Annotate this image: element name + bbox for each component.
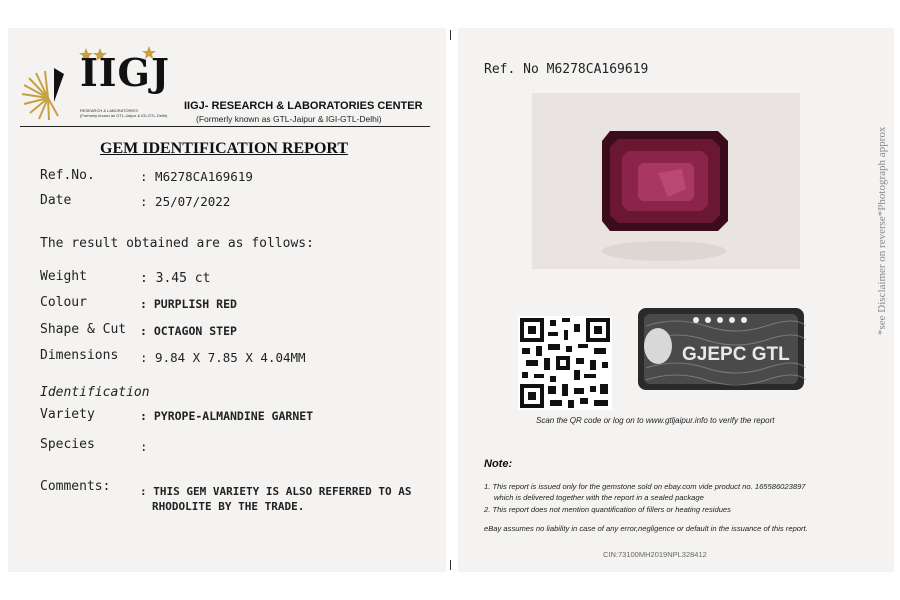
date-value: : 25/07/2022	[140, 194, 231, 209]
note-2: 2. This report does not mention quantification of fillers or heating residues	[484, 505, 731, 514]
result-intro: The result obtained are as follows:	[40, 236, 314, 251]
variety-value: : PYROPE-ALMANDINE GARNET	[140, 409, 314, 423]
lab-former-name: (Formerly known as GTL-Jaipur & IGI-GTL-Delhi)	[196, 114, 382, 124]
comments-label: Comments:	[40, 479, 111, 494]
gemstone-image	[532, 93, 800, 269]
weight-label: Weight	[40, 269, 87, 284]
cin-number: CIN:73100MH2019NPL328412	[603, 550, 707, 559]
lab-name: IIGJ- RESEARCH & LABORATORIES CENTER	[184, 100, 423, 112]
ref-value: : M6278CA169619	[140, 169, 253, 184]
fold-mark-bottom	[450, 560, 451, 570]
gem-photo	[532, 93, 800, 269]
shape-cut-value: : OCTAGON STEP	[140, 324, 237, 338]
colour-label: Colour	[40, 295, 87, 310]
header-divider	[20, 126, 430, 127]
note-1-line-2: which is delivered together with the report in a sealed package	[494, 493, 704, 502]
note-liability: eBay assumes no liability in case of any error,negligence or default in the issuance of this report.	[484, 524, 808, 533]
sunburst-icon	[22, 68, 64, 120]
report-title: GEM IDENTIFICATION REPORT	[100, 140, 349, 157]
weight-value: : 3.45 ct	[140, 271, 211, 286]
variety-label: Variety	[40, 407, 95, 422]
logo-wordmark: IIGJ	[80, 50, 170, 95]
scan-instruction: Scan the QR code or log on to www.gtljaipur.info to verify the report	[536, 416, 775, 425]
verification-qr-code[interactable]	[518, 316, 612, 410]
colour-value: : PURPLISH RED	[140, 297, 237, 311]
comments-line-2: RHODOLITE BY THE TRADE.	[152, 500, 305, 513]
identification-heading: Identification	[40, 385, 150, 400]
logo-subtitle: RESEARCH & LABORATORIES (Formerly known as GTL-Jaipur & IGI-GTL-Delhi)	[80, 108, 168, 118]
security-hologram	[636, 306, 806, 392]
date-label: Date	[40, 193, 72, 208]
fold-mark-top	[450, 30, 451, 40]
comments-line-1: : THIS GEM VARIETY IS ALSO REFERRED TO AS	[140, 485, 412, 498]
shape-cut-label: Shape & Cut	[40, 322, 127, 337]
note-1-line-1: 1. This report is issued only for the gemstone sold on ebay.com vide product no. 165586023897	[484, 482, 806, 491]
species-value: :	[140, 439, 148, 454]
ref-label: Ref.No.	[40, 168, 95, 183]
disclaimer-side-text: *see Disclaimer on reverse*Photograph approx	[876, 126, 888, 335]
dimensions-label: Dimensions	[40, 348, 119, 363]
dimensions-value: : 9.84 X 7.85 X 4.04MM	[140, 350, 306, 365]
hologram-label: GJEPC GTL	[682, 344, 790, 365]
right-ref-number: Ref. No M6278CA169619	[484, 62, 649, 77]
species-label: Species	[40, 437, 95, 452]
note-heading: Note:	[484, 458, 513, 470]
